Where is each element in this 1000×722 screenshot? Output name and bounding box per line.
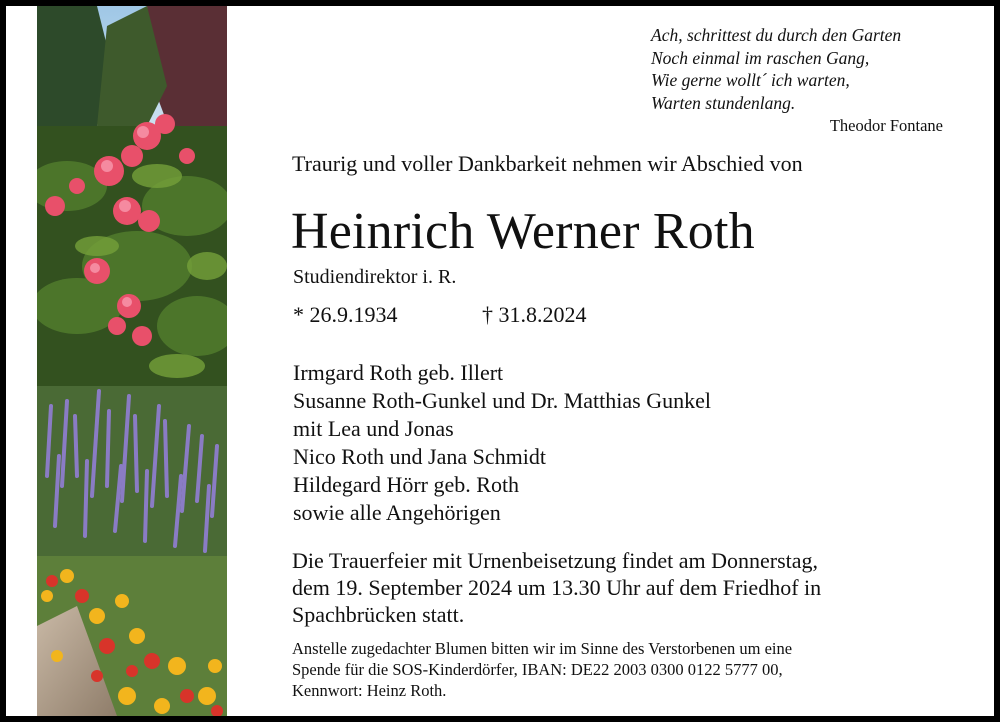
deceased-name: Heinrich Werner Roth xyxy=(291,203,755,260)
mourner: Susanne Roth-Gunkel und Dr. Matthias Gunkel xyxy=(293,388,711,413)
note-line: Anstelle zugedachter Blumen bitten wir im Sinne des Verstorbenen um eine xyxy=(292,639,793,658)
obituary-card xyxy=(6,6,994,716)
note-line: Spende für die SOS-Kinderdörfer, IBAN: DE22 2003 0300 0122 5777 00, xyxy=(292,660,783,679)
mourner: Irmgard Roth geb. Illert xyxy=(293,360,504,385)
intro-text: Traurig und voller Dankbarkeit nehmen wir Abschied von xyxy=(292,151,803,176)
mourners-list xyxy=(293,359,711,527)
service-line: Spachbrücken statt. xyxy=(292,602,465,627)
poem-author: Theodor Fontane xyxy=(829,116,943,135)
birth-date: * 26.9.1934 xyxy=(293,302,398,327)
service-line: Die Trauerfeier mit Urnenbeisetzung findet am Donnerstag, xyxy=(292,548,819,573)
mourner: sowie alle Angehörigen xyxy=(293,500,501,525)
mourner: Hildegard Hörr geb. Roth xyxy=(293,472,520,497)
poem-line: Wie gerne wollt´ ich warten, xyxy=(651,70,850,91)
mourner: mit Lea und Jonas xyxy=(293,416,454,441)
donation-note xyxy=(292,638,792,701)
poem xyxy=(651,24,951,114)
death-date: † 31.8.2024 xyxy=(482,302,587,327)
service-announcement xyxy=(292,547,821,628)
garden-flowers-image xyxy=(37,6,227,716)
poem-line: Warten stundenlang. xyxy=(651,92,796,113)
service-line: dem 19. September 2024 um 13.30 Uhr auf dem Friedhof in xyxy=(292,575,822,600)
poem-line: Noch einmal im raschen Gang, xyxy=(651,47,870,68)
mourner: Nico Roth und Jana Schmidt xyxy=(293,444,546,469)
deceased-title: Studiendirektor i. R. xyxy=(293,266,457,288)
note-line: Kennwort: Heinz Roth. xyxy=(292,681,447,700)
poem-line: Ach, schrittest du durch den Garten xyxy=(651,25,902,45)
